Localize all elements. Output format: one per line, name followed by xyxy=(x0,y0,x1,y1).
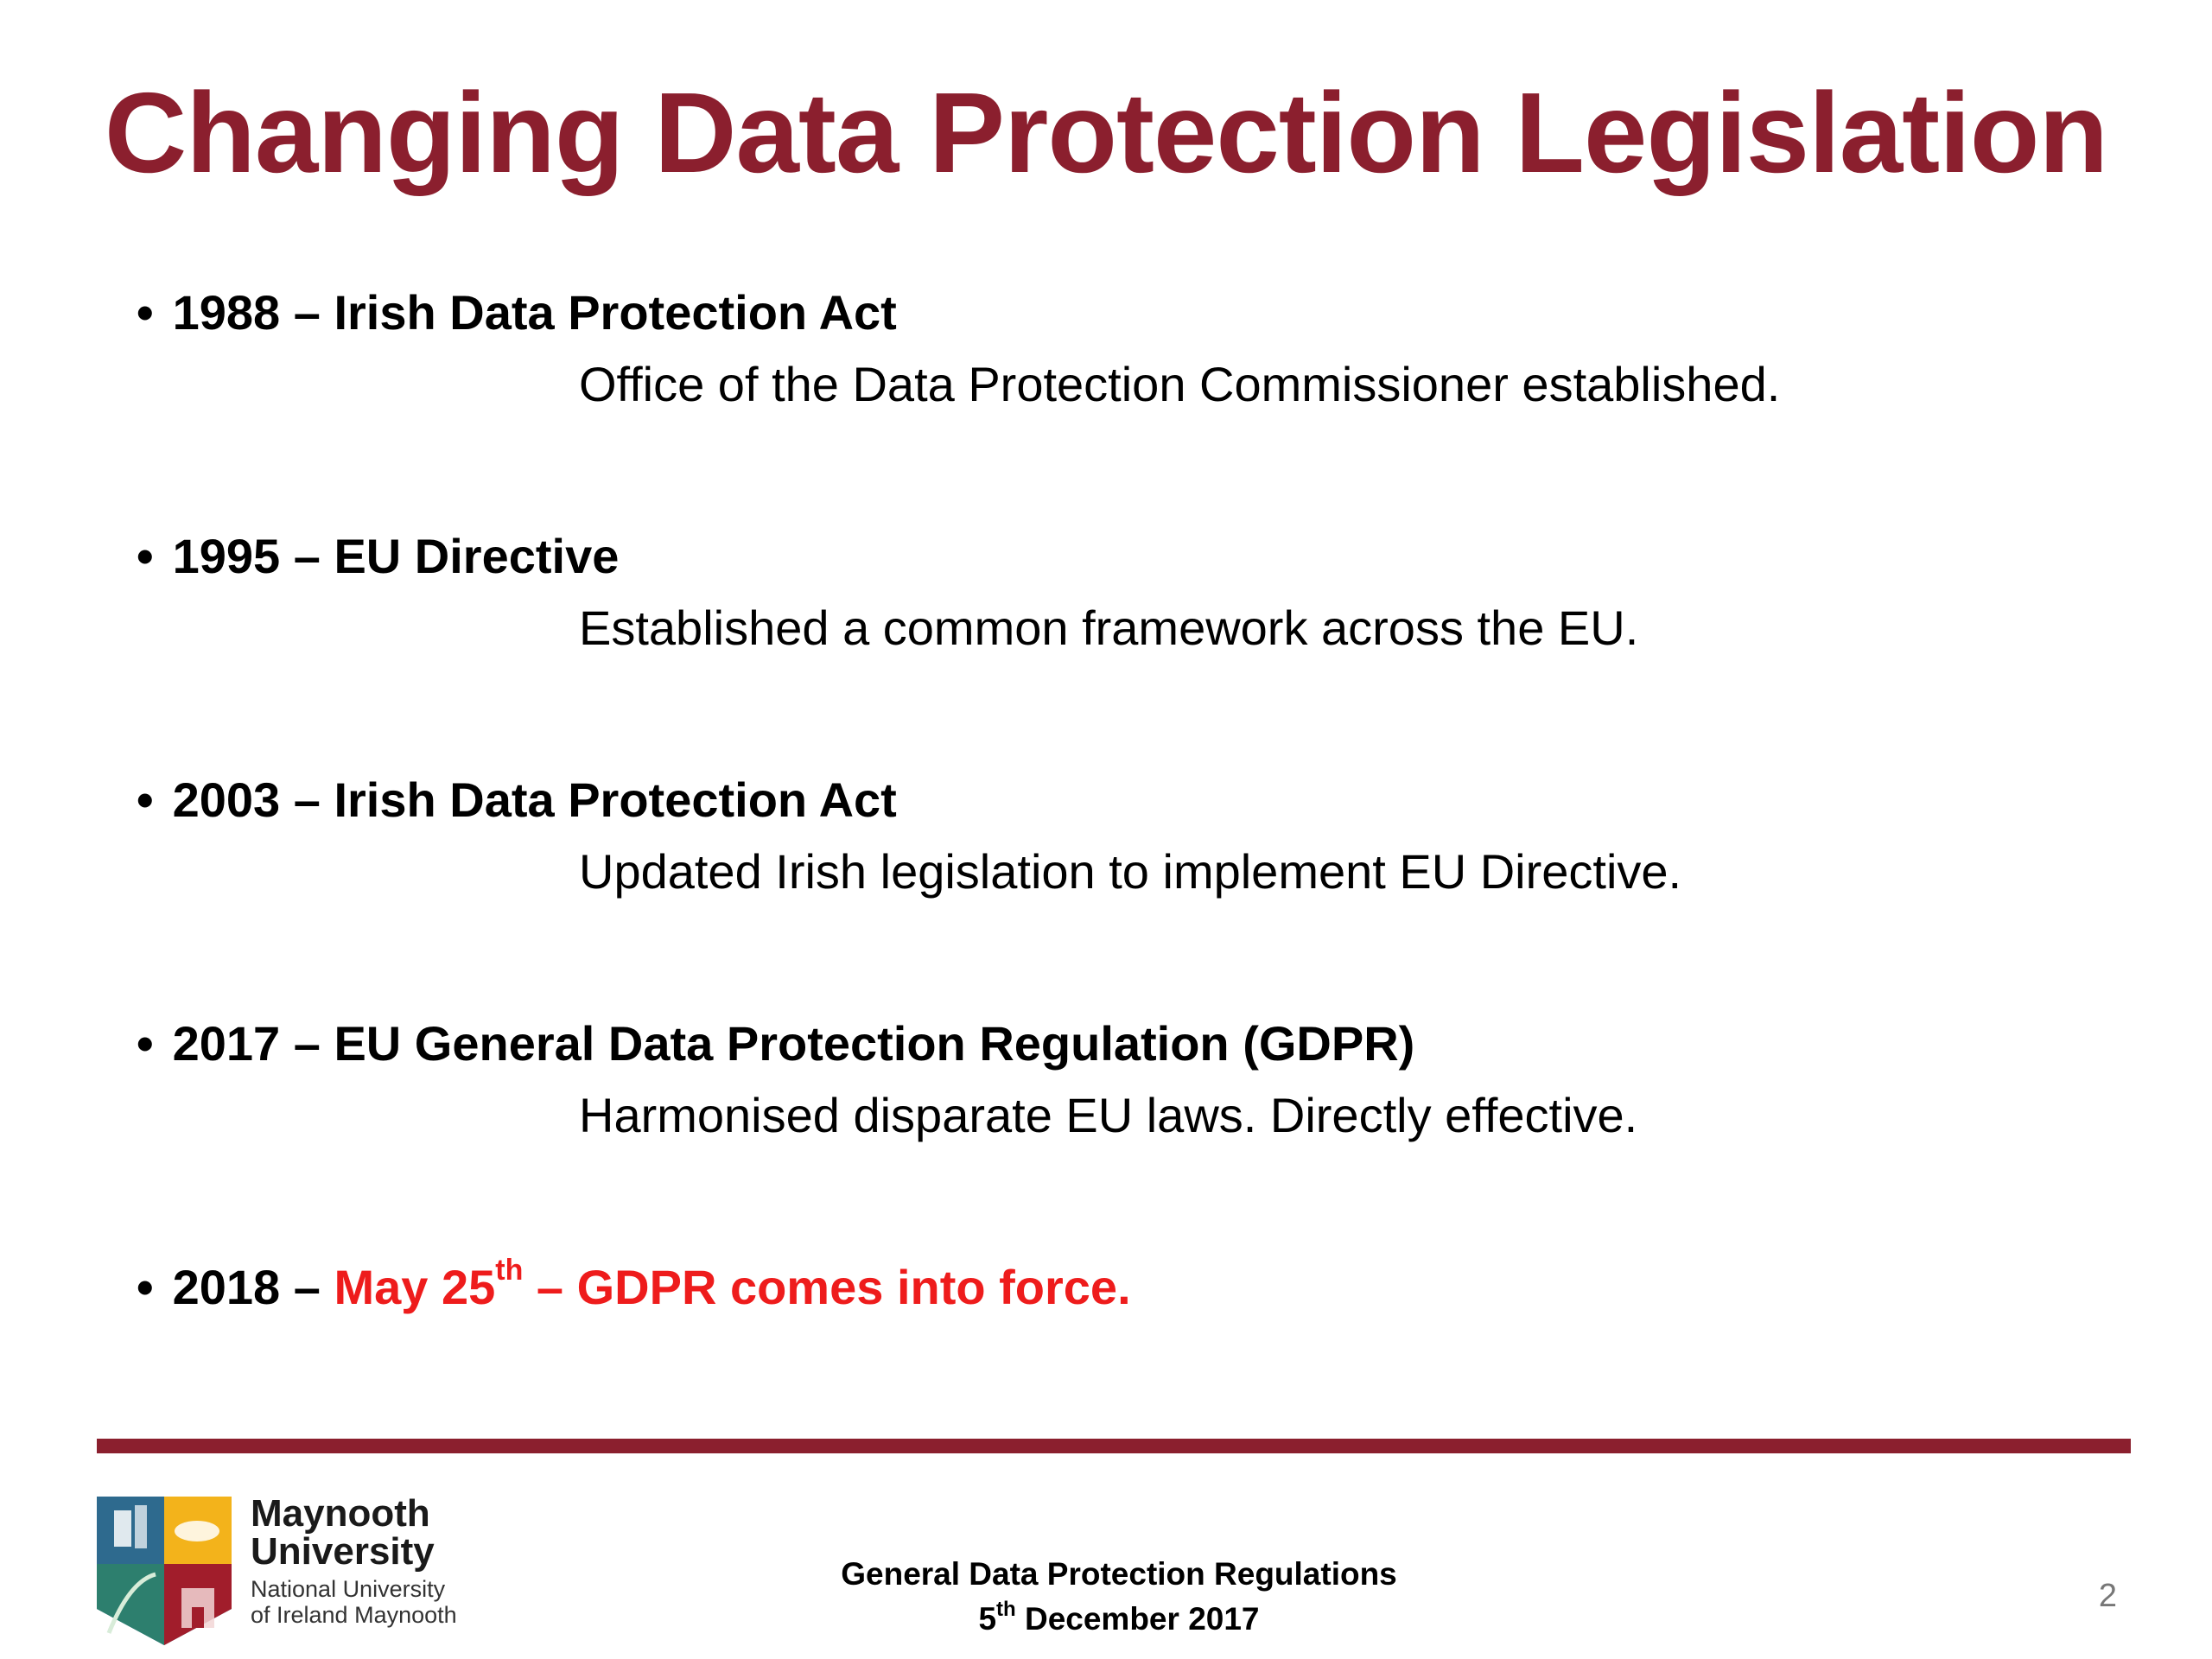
bullet-year: 2018 – xyxy=(172,1260,334,1314)
gdpr-date-text: – GDPR comes into force. xyxy=(523,1260,1131,1314)
bullet-detail: Harmonised disparate EU laws. Directly effective. xyxy=(579,1088,1638,1143)
bullet-item-2018 xyxy=(137,1254,2124,1316)
footer-divider xyxy=(97,1439,2131,1453)
bullet-dot-icon: • xyxy=(137,529,154,583)
logo-subtitle-line1: National University xyxy=(251,1576,446,1602)
bullet-dot-icon: • xyxy=(137,1016,154,1071)
footer-date-day: 5 xyxy=(978,1601,997,1637)
bullet-dot-icon: • xyxy=(137,772,154,827)
university-logo xyxy=(95,1492,467,1650)
page-number: 2 xyxy=(2098,1578,2117,1614)
bullet-heading: 1988 – Irish Data Protection Act xyxy=(172,285,897,340)
logo-subtitle-line2: of Ireland Maynooth xyxy=(251,1602,457,1628)
bullet-detail: Established a common framework across the EU. xyxy=(579,601,1639,656)
bullet-item xyxy=(137,283,2124,413)
footer-caption-title: General Data Protection Regulations xyxy=(841,1556,1397,1592)
bullet-item xyxy=(137,527,2124,657)
bullet-heading: 2017 – EU General Data Protection Regulation (GDPR) xyxy=(172,1016,1415,1071)
footer-date-rest: December 2017 xyxy=(1015,1601,1260,1637)
bullet-detail: Updated Irish legislation to implement EU Directive. xyxy=(579,844,1682,899)
bullet-detail: Office of the Data Protection Commissioner established. xyxy=(579,357,1781,412)
bullet-heading: 2003 – Irish Data Protection Act xyxy=(172,772,897,827)
gdpr-date-ordinal: th xyxy=(495,1254,524,1287)
gdpr-date-highlight xyxy=(334,1254,1131,1316)
bullet-dot-icon: • xyxy=(137,285,154,340)
footer-caption xyxy=(760,1552,1478,1642)
footer-date-ordinal: th xyxy=(996,1598,1016,1621)
logo-name-line2: University xyxy=(251,1530,435,1573)
gdpr-date-month: May 25 xyxy=(334,1260,496,1314)
bullet-item xyxy=(137,1014,2124,1144)
bullet-dot-icon: • xyxy=(137,1260,154,1314)
logo-name-line1: Maynooth xyxy=(251,1492,430,1535)
bullet-heading: 1995 – EU Directive xyxy=(172,529,620,583)
footer-caption-date xyxy=(760,1597,1478,1642)
crest-icon xyxy=(95,1495,233,1647)
bullet-item xyxy=(137,771,2124,900)
slide-title: Changing Data Protection Legislation xyxy=(104,69,2108,196)
